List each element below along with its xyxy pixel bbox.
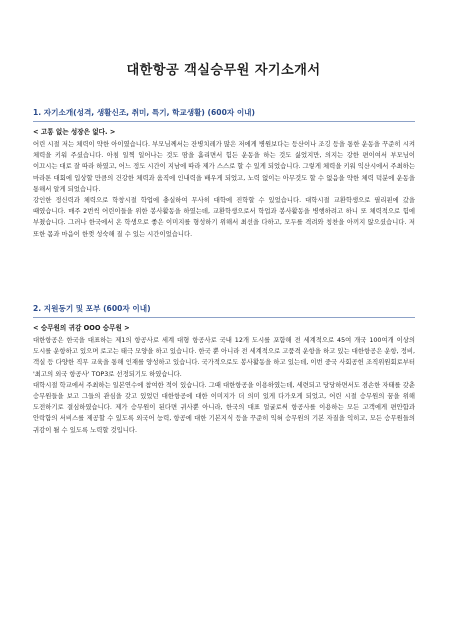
section-subtitle: < 승무원의 귀감 OOO 승무원 > <box>33 324 130 332</box>
section-motivation <box>33 304 415 436</box>
paragraph: 강인한 정신력과 체력으로 학창시절 학업에 충실하여 무사히 대학에 진학할 수 있었습니다. 대학시절 교환학생으로 필리핀에 갔을 때였습니다. 매주 2번씩 어린이들을 위한 봉사활동을 하였는데, 교환학생으로서 학업과 봉사활동을 병행하려고 하니 또 체력적으로 힘에 부쳤습니다. 그러나 한국에서 온 학생으로 좋은 이미지를 형성하기 위해서 최선을 다하고, 모두를 격려와 칭찬을 아끼지 않으셨습니다. 저 또한 몸과 마음이 한껏 성숙해 질 수 있는 시간이었습니다. <box>33 197 415 238</box>
section-subtitle: < 고통 없는 성장은 없다. > <box>33 128 116 136</box>
paragraph: 대한항공은 한국을 대표하는 제1의 항공사로 세계 대형 항공사로 국내 12개 도시를 포함해 전 세계적으로 45여 개국 100여개 이상의 도시를 운항하고 있으며 로고는 태극 모양을 하고 있습니다. 한국 뿐 아니라 전 세계적으로 고품격 운항을 하고 있는 대한항공은 운항, 정비, 객실 등 다양한 직무 교육을 통해 인재를 양성하고 있습니다. 국가적으로도 봉사활동을 하고 있는데, 이번 중국 사회공헌 조직위원회로부터 '최고의 외국 항공사' TOP3로 선정되기도 하였습니다. <box>33 337 415 378</box>
paragraph: 대학시절 학교에서 주최하는 일본연수에 참여한 적이 있습니다. 그때 대한항공을 이용하였는데, 세련되고 당당하면서도 겸손한 자태를 갖춘 승무원들을 보고 그들의 관심을 갖고 있었던 대한항공에 대한 이미지가 더 의미 있게 다가오게 되었고, 어린 시절 승무원의 꿈을 위해 도전하기로 결심하였습니다. 제가 승무원이 된다면 귀사뿐 아니라, 한국의 대표 얼굴로써 항공사를 이용하는 모든 고객에게 편안함과 안락함의 서비스를 제공할 수 있도록 외국어 능력, 항공에 대한 기본지식 등을 꾸준히 익혀 승무원의 기본 자질을 익히고, 모든 승무원들의 귀감이 될 수 있도록 노력할 것입니다. <box>33 381 415 434</box>
section-heading: 1. 자기소개(성격, 생활신조, 취미, 특기, 학교생활) (600자 이내) <box>33 108 415 122</box>
section-heading: 2. 지원동기 및 포부 (600자 이내) <box>33 304 415 318</box>
document-title: 대한항공 객실승무원 자기소개서 <box>126 63 321 78</box>
section-self-introduction <box>33 108 415 240</box>
paragraph: 어린 시절 저는 체력이 약한 아이였습니다. 부모님께서는 잔병치레가 많은 저에게 병원보다는 등산이나 조깅 등을 통한 운동을 꾸준히 시켜 체력을 키워 주셨습니다. 아침 일찍 일어나는 것도 땀을 흘리면서 힘든 운동을 하는 것도 싫었지만, 의지는 강한 편이여서 부모님이 이끄시는 대로 잘 따라 하였고, 어느 정도 시간이 지남에 따라 제가 스스로 할 수 있게 되었습니다. 그렇게 체력을 키워 익산시에서 주최하는 마라톤 대회에 입상할 만큼의 건강한 체력과 움직에 인내력을 배우게 되었고, 노력 없이는 아무것도 할 수 없음을 약한 체력 덕분에 운동을 통해서 알게 되었습니다. <box>33 141 415 193</box>
